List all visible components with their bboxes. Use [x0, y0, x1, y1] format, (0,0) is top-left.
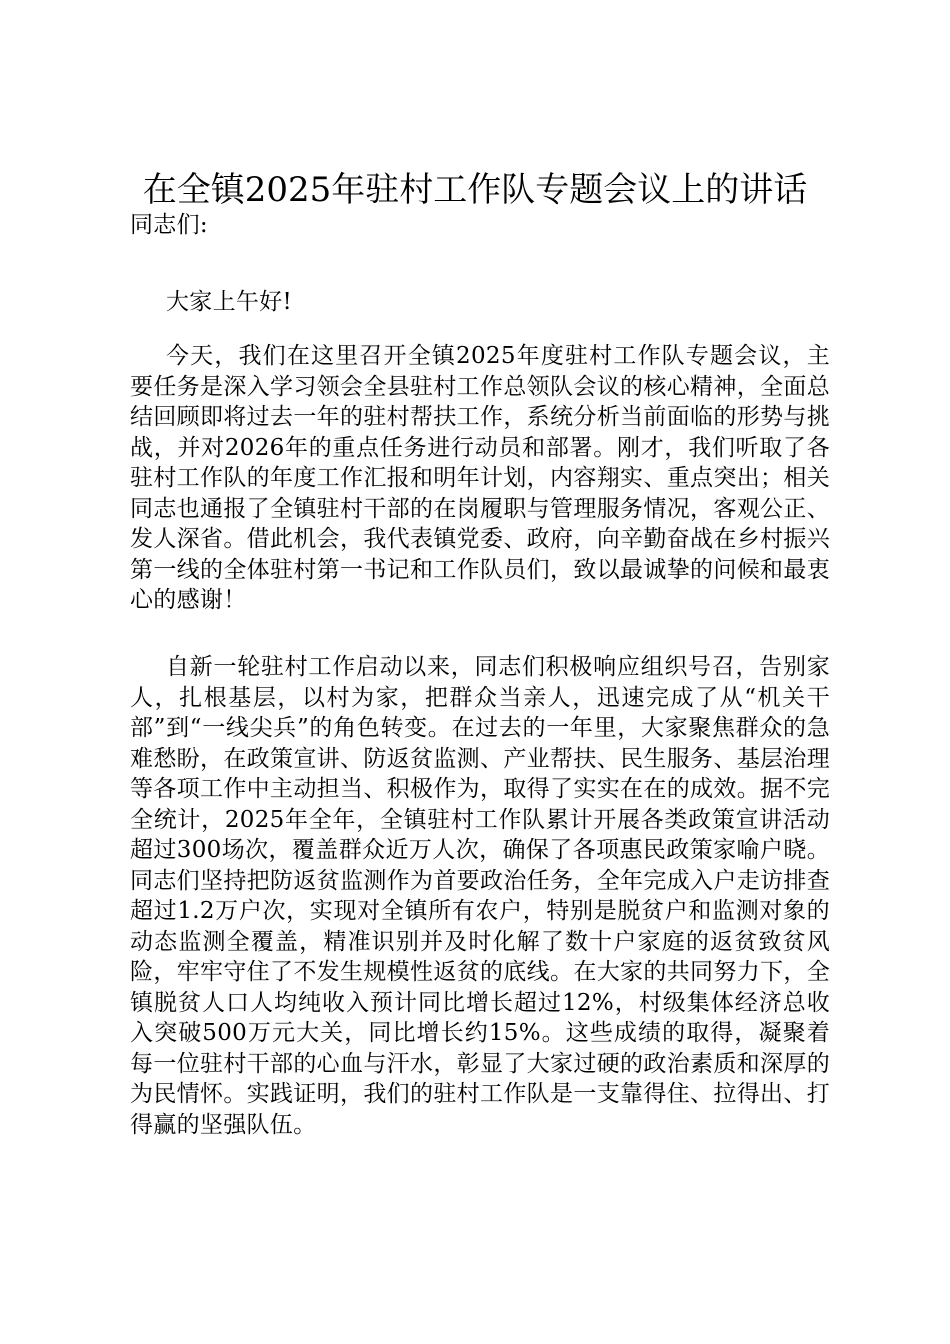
paragraph-opening: 今天，我们在这里召开全镇2025年度驻村工作队专题会议，主要任务是深入学习领会全县驻村工作总领队会议的核心精神，全面总结回顾即将过去一年的驻村帮扶工作，系统分析当前面临的形势与挑战，并对2026年的重点任务进行动员和部署。刚才，我们听取了各驻村工作队的年度工作汇报和明年计划，内容翔实、重点突出；相关同志也通报了全镇驻村干部的在岗履职与管理服务情况，客观公正、发人深省。借此机会，我代表镇党委、政府，向辛勤奋战在乡村振兴第一线的全体驻村第一书记和工作队员们，致以最诚挚的问候和最衷心的感谢！ — [130, 343, 830, 613]
paragraph-achievements: 自新一轮驻村工作启动以来，同志们积极响应组织号召，告别家人，扎根基层，以村为家，把群众当亲人，迅速完成了从“机关干部”到“一线尖兵”的角色转变。在过去的一年里，大家聚焦群众的急难愁盼，在政策宣讲、防返贫监测、产业帮扶、民生服务、基层治理等各项工作中主动担当、积极作为，取得了实实在在的成效。据不完全统计，2025年全年，全镇驻村工作队累计开展各类政策宣讲活动超过300场次，覆盖群众近万人次，确保了各项惠民政策家喻户晓。同志们坚持把防返贫监测作为首要政治任务，全年完成入户走访排查超过1.2万户次，实现对全镇所有农户，特别是脱贫户和监测对象的动态监测全覆盖，精准识别并及时化解了数十户家庭的返贫致贫风险，牢牢守住了不发生规模性返贫的底线。在大家的共同努力下，全镇脱贫人口人均纯收入预计同比增长超过12%，村级集体经济总收入突破500万元大关，同比增长约15%。这些成绩的取得，凝聚着每一位驻村干部的心血与汗水，彰显了大家过硬的政治素质和深厚的为民情怀。实践证明，我们的驻村工作队是一支靠得住、拉得出、打得赢的坚强队伍。 — [130, 654, 830, 1138]
document-title: 在全镇2025年驻村工作队专题会议上的讲话 — [142, 170, 808, 210]
greeting: 大家上午好! — [166, 289, 293, 315]
salutation: 同志们: — [130, 212, 208, 238]
